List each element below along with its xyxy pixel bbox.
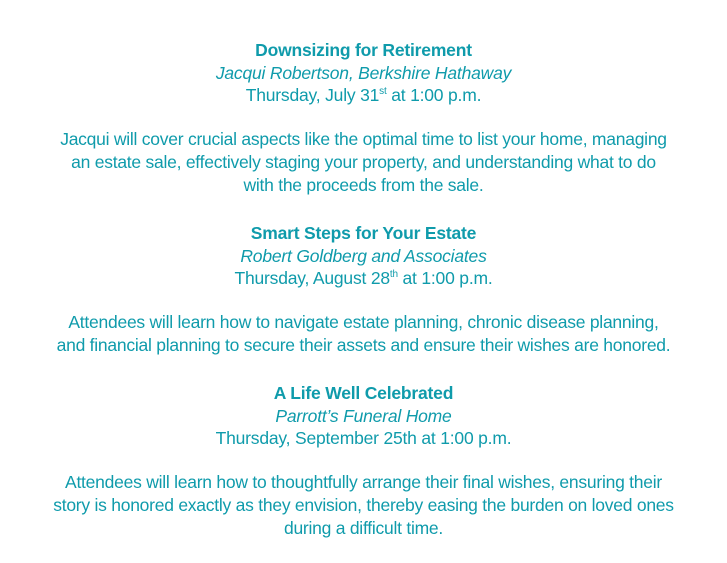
description-line: Jacqui will cover crucial aspects like the optimal time to list your home, managing <box>60 129 667 149</box>
description-line: during a difficult time. <box>283 518 444 538</box>
event-date-time: at 1:00 p.m. <box>397 268 493 288</box>
event-description <box>0 128 727 197</box>
event-title: Downsizing for Retirement <box>255 40 472 60</box>
event-date-time: at 1:00 p.m. <box>386 85 482 105</box>
event-downsizing <box>0 38 727 197</box>
description-line: Attendees will learn how to navigate estate planning, chronic disease planning, <box>68 312 659 332</box>
event-life-celebrated <box>0 381 727 540</box>
event-date <box>0 84 727 106</box>
description-line: Attendees will learn how to thoughtfully arrange their final wishes, ensuring their <box>65 472 662 492</box>
description-line: story is honored exactly as they envision, thereby easing the burden on loved ones <box>53 495 674 515</box>
section-spacer <box>0 197 727 221</box>
description-line: an estate sale, effectively staging your property, and understanding what to do <box>71 152 656 172</box>
description-line: with the proceeds from the sale. <box>243 175 484 195</box>
event-date-main: Thursday, September 25th at 1:00 p.m. <box>215 428 512 448</box>
event-host: Parrott’s Funeral Home <box>275 406 452 426</box>
section-spacer <box>0 357 727 381</box>
event-date-main: Thursday, August 28 <box>234 268 390 288</box>
event-host: Jacqui Robertson, Berkshire Hathaway <box>215 63 512 83</box>
description-line: and financial planning to secure their assets and ensure their wishes are honored. <box>56 335 671 355</box>
event-date-main: Thursday, July 31 <box>245 85 380 105</box>
event-description <box>0 471 727 540</box>
event-title: A Life Well Celebrated <box>273 383 454 403</box>
event-date <box>0 427 727 449</box>
event-date-ordinal: th <box>389 269 398 280</box>
event-date <box>0 267 727 289</box>
event-list <box>0 38 727 540</box>
event-host: Robert Goldberg and Associates <box>240 246 487 266</box>
event-estate-steps <box>0 221 727 357</box>
event-date-ordinal: st <box>379 86 387 97</box>
event-description <box>0 311 727 357</box>
event-title: Smart Steps for Your Estate <box>250 223 477 243</box>
